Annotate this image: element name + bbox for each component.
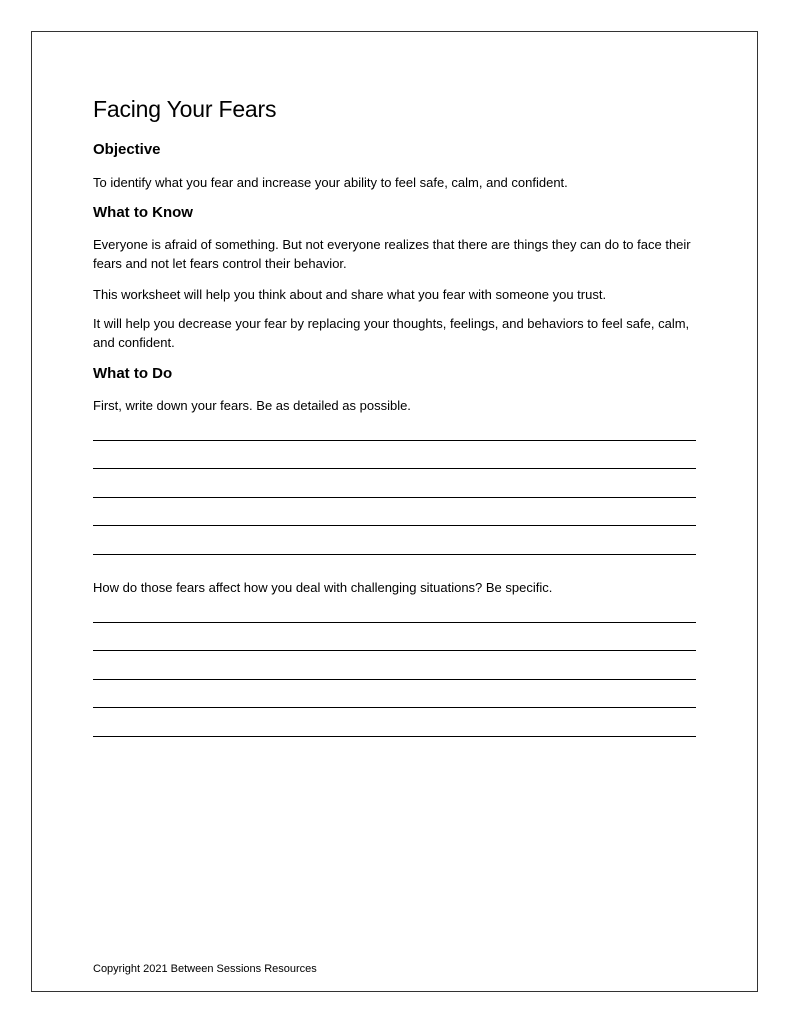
objective-heading: Objective bbox=[93, 141, 161, 158]
what-to-know-paragraph-3: It will help you decrease your fear by replacing your thoughts, feelings, and behaviors to feel safe, calm, and confident. bbox=[93, 316, 690, 350]
fears-prompt: First, write down your fears. Be as detailed as possible. bbox=[93, 398, 411, 413]
fears-answer-line-5[interactable] bbox=[93, 554, 696, 555]
challenges-answer-line-2[interactable] bbox=[93, 650, 696, 651]
objective-text: To identify what you fear and increase your ability to feel safe, calm, and confident. bbox=[93, 175, 568, 190]
copyright-footer: Copyright 2021 Between Sessions Resources bbox=[93, 963, 317, 975]
challenges-answer-line-1[interactable] bbox=[93, 622, 696, 623]
what-to-know-paragraph-1: Everyone is afraid of something. But not everyone realizes that there are things they can do to face their fears and not let fears control their behavior. bbox=[93, 237, 691, 271]
fears-answer-line-2[interactable] bbox=[93, 468, 696, 469]
challenges-prompt: How do those fears affect how you deal with challenging situations? Be specific. bbox=[93, 580, 553, 595]
page-title: Facing Your Fears bbox=[93, 96, 277, 122]
challenges-answer-line-4[interactable] bbox=[93, 707, 696, 708]
challenges-answer-line-5[interactable] bbox=[93, 736, 696, 737]
fears-answer-line-4[interactable] bbox=[93, 525, 696, 526]
challenges-answer-line-3[interactable] bbox=[93, 679, 696, 680]
what-to-know-heading: What to Know bbox=[93, 204, 193, 221]
fears-answer-line-3[interactable] bbox=[93, 497, 696, 498]
what-to-do-heading: What to Do bbox=[93, 365, 173, 382]
what-to-know-paragraph-2: This worksheet will help you think about and share what you fear with someone you trust. bbox=[93, 287, 607, 302]
fears-answer-line-1[interactable] bbox=[93, 440, 696, 441]
